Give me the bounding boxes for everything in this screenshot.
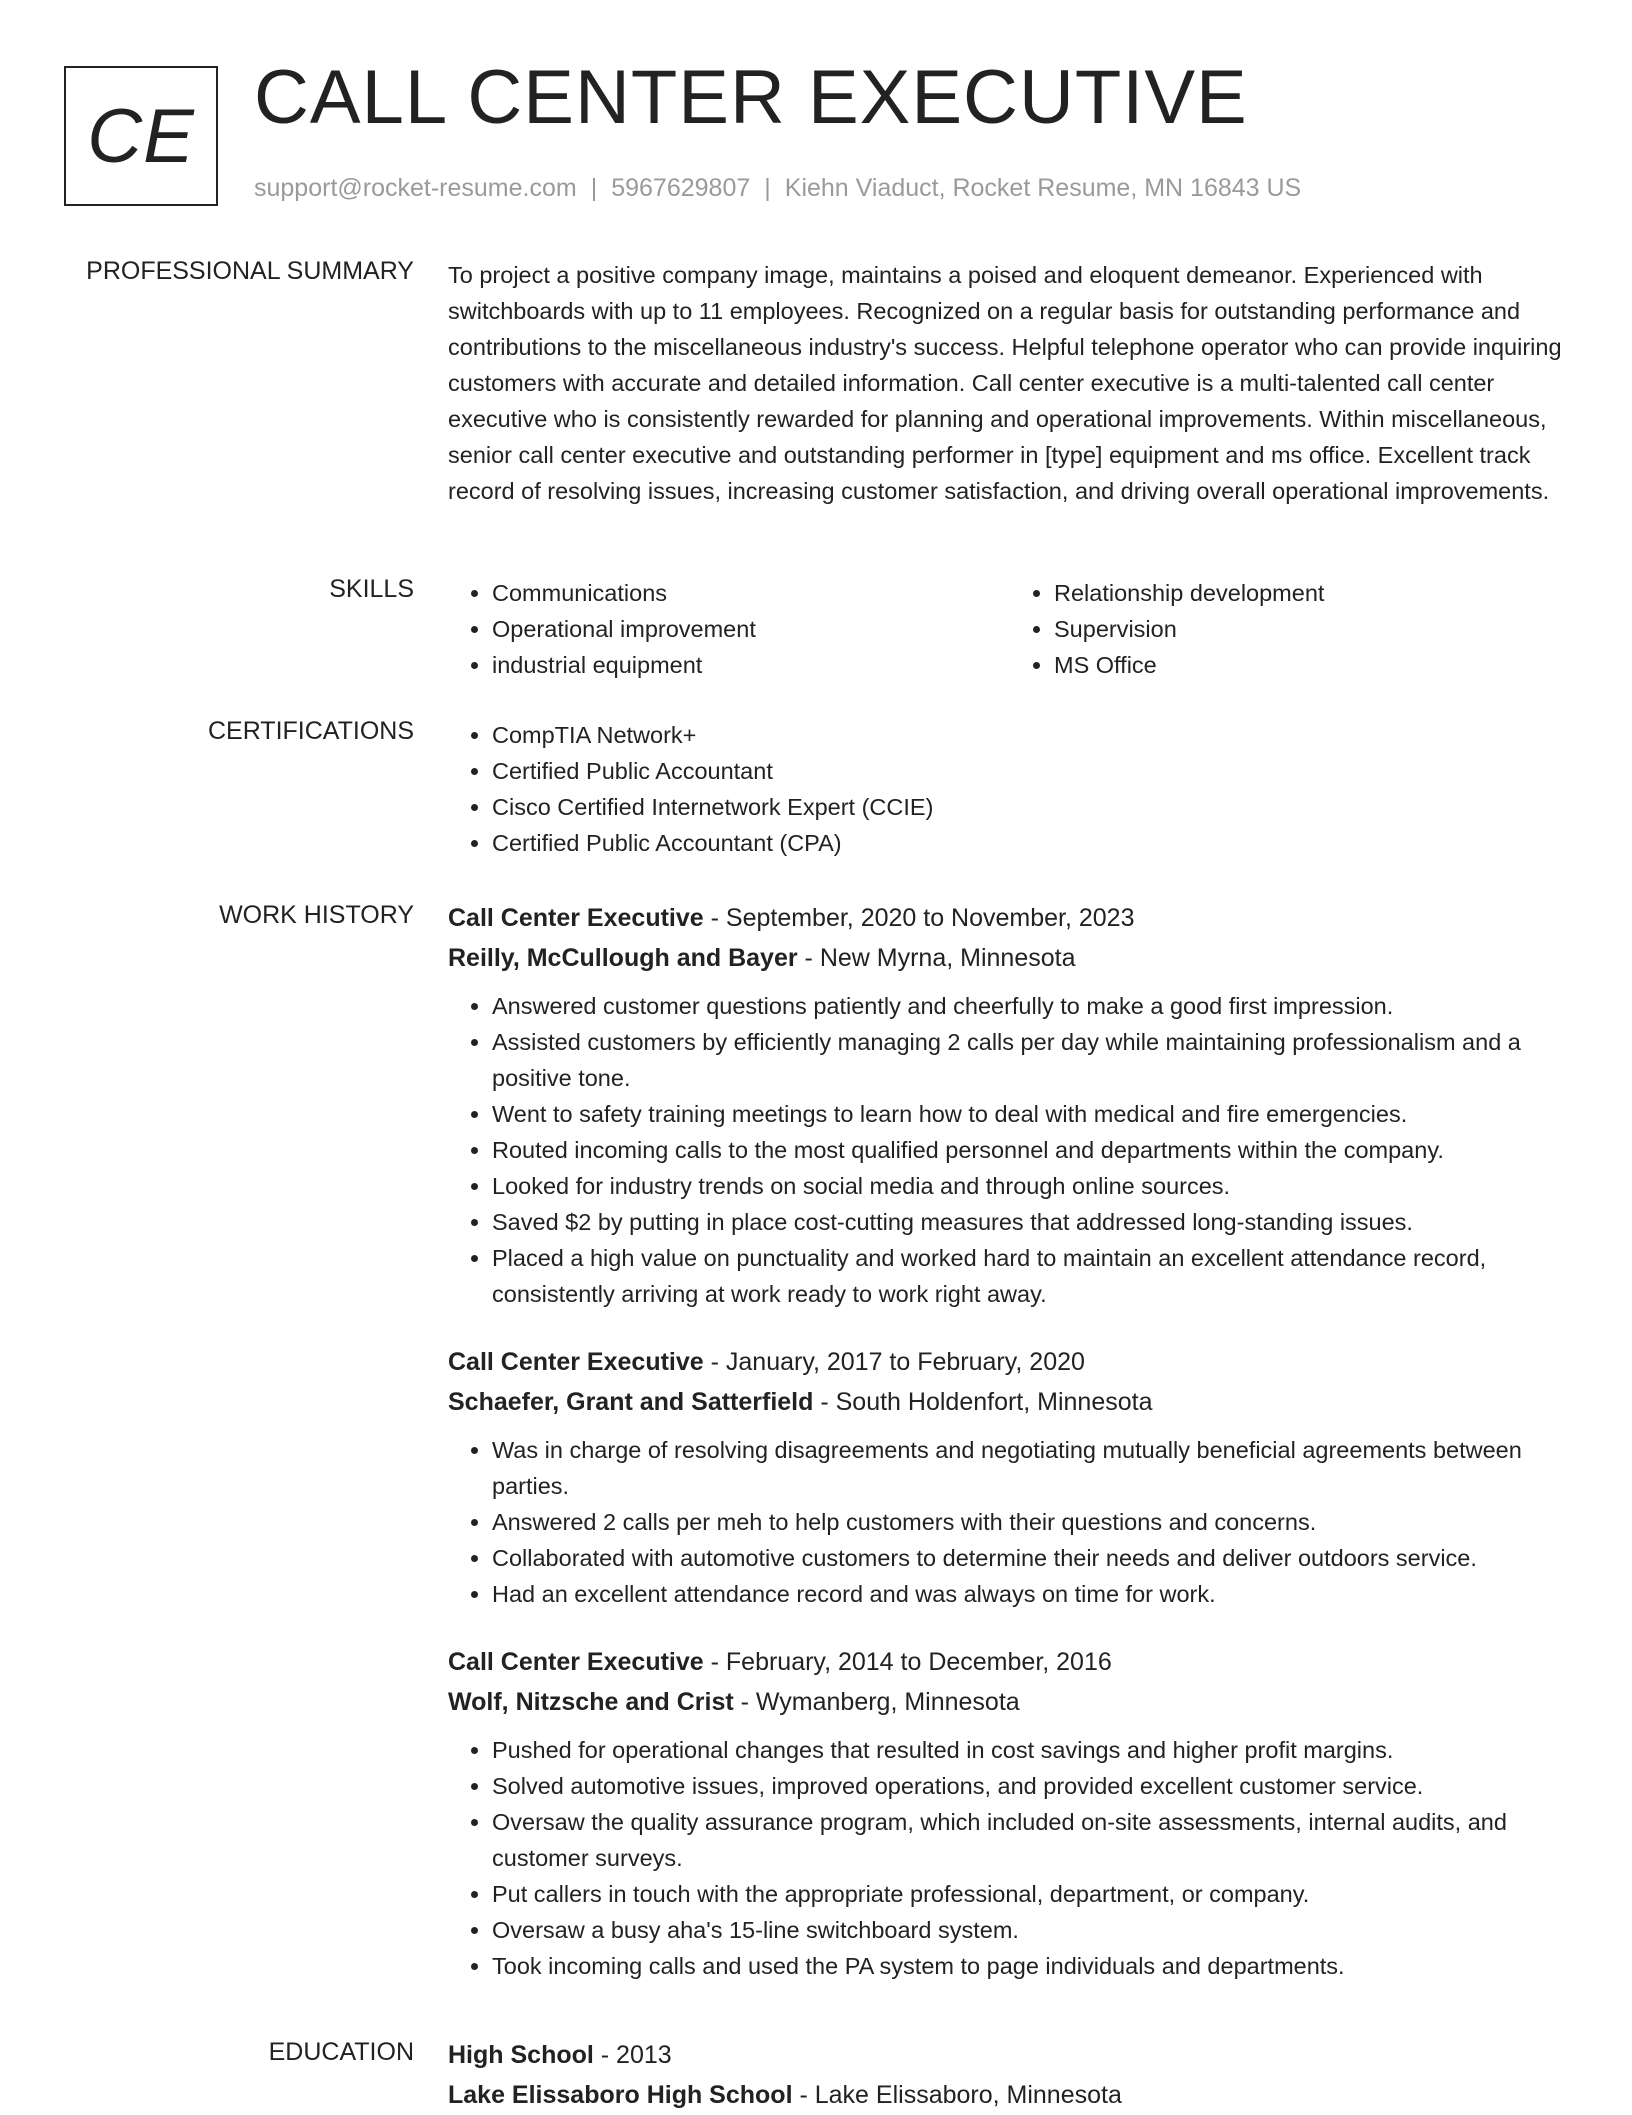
monogram-badge: CE	[64, 66, 218, 206]
job-company-line	[448, 1682, 1572, 1722]
job-bullet: • Was in charge of resolving disagreements and negotiating mutually beneficial agreements between parties.	[492, 1432, 1572, 1504]
skill-item: • Communications	[492, 575, 1010, 611]
section-label-education: EDUCATION	[268, 2038, 414, 2066]
job-title-line	[448, 1642, 1572, 1682]
job-bullets	[448, 1432, 1572, 1612]
job-title: Call Center Executive	[448, 1648, 704, 1676]
skills-grid	[448, 575, 1572, 683]
job-bullet: • Put callers in touch with the appropriate professional, department, or company.	[492, 1876, 1572, 1912]
section-label-summary: PROFESSIONAL SUMMARY	[86, 257, 414, 285]
summary-body	[448, 257, 1572, 509]
education-location: - Lake Elissaboro, Minnesota	[792, 2081, 1122, 2109]
job-company-line	[448, 938, 1572, 978]
job-bullet: • Solved automotive issues, improved operations, and provided excellent customer service.	[492, 1768, 1572, 1804]
education-degree: High School	[448, 2041, 594, 2069]
education-school: Lake Elissaboro High School	[448, 2081, 793, 2109]
job-entry	[448, 1342, 1572, 1612]
job-location: - Wymanberg, Minnesota	[733, 1688, 1020, 1716]
job-company-line	[448, 1382, 1572, 1422]
education-degree-line	[448, 2035, 1572, 2075]
job-entry	[448, 1642, 1572, 1984]
job-bullet: • Assisted customers by efficiently managing 2 calls per day while maintaining professionalism and a positive tone.	[492, 1024, 1572, 1096]
education-school-line	[448, 2075, 1572, 2115]
skill-item: • Operational improvement	[492, 611, 1010, 647]
page-title: CALL CENTER EXECUTIVE	[254, 55, 1248, 140]
summary-text: To project a positive company image, maintains a poised and eloquent demeanor. Experienced with switchboards with up to 11 employees. Recognized on a regular basis for outstanding performance and contributions to the miscellaneous industry's success. Helpful telephone operator who can provide inquiring customers with accurate and detailed information. Call center executive is a multi-talented call center executive who is consistently rewarded for planning and operational improvements. Within miscellaneous, senior call center executive and outstanding performer in [type] equipment and ms office. Excellent track record of resolving issues, increasing customer satisfaction, and driving overall operational improvements.	[448, 262, 1562, 504]
job-bullet: • Collaborated with automotive customers to determine their needs and deliver outdoors service.	[492, 1540, 1572, 1576]
skills-column-1	[448, 575, 1010, 683]
certification-item: • CompTIA Network+	[492, 717, 1572, 753]
job-dates: - September, 2020 to November, 2023	[703, 904, 1135, 932]
job-bullet: • Had an excellent attendance record and was always on time for work.	[492, 1576, 1572, 1612]
skill-item: • Supervision	[1054, 611, 1572, 647]
job-title: Call Center Executive	[448, 904, 704, 932]
job-dates: - January, 2017 to February, 2020	[703, 1348, 1085, 1376]
job-bullet: • Oversaw a busy aha's 15-line switchboard system.	[492, 1912, 1572, 1948]
skill-item: • MS Office	[1054, 647, 1572, 683]
job-dates: - February, 2014 to December, 2016	[703, 1648, 1112, 1676]
skill-item: • industrial equipment	[492, 647, 1010, 683]
education-body	[448, 2035, 1572, 2115]
job-bullets	[448, 1732, 1572, 1984]
address: Kiehn Viaduct, Rocket Resume, MN 16843 US	[784, 174, 1302, 202]
job-title-line	[448, 898, 1572, 938]
job-bullet: • Saved $2 by putting in place cost-cutting measures that addressed long-standing issues.	[492, 1204, 1572, 1240]
skill-item: • Relationship development	[1054, 575, 1572, 611]
job-location: - New Myrna, Minnesota	[797, 944, 1076, 972]
job-bullet: • Answered customer questions patiently and cheerfully to make a good first impression.	[492, 988, 1572, 1024]
job-entry	[448, 898, 1572, 1312]
education-year: - 2013	[593, 2041, 672, 2069]
job-company: Wolf, Nitzsche and Crist	[448, 1688, 734, 1716]
job-title: Call Center Executive	[448, 1348, 704, 1376]
job-bullet: • Answered 2 calls per meh to help customers with their questions and concerns.	[492, 1504, 1572, 1540]
job-location: - South Holdenfort, Minnesota	[813, 1388, 1153, 1416]
contact-separator: |	[590, 174, 598, 202]
contact-separator: |	[764, 174, 771, 202]
job-company: Schaefer, Grant and Satterfield	[448, 1388, 814, 1416]
certification-item: • Cisco Certified Internetwork Expert (CCIE)	[492, 789, 1572, 825]
job-bullet: • Looked for industry trends on social media and through online sources.	[492, 1168, 1572, 1204]
job-bullet: • Placed a high value on punctuality and worked hard to maintain an excellent attendance record, consistently arriving at work ready to work right away.	[492, 1240, 1572, 1312]
work-history-body	[448, 898, 1572, 2014]
job-bullet: • Pushed for operational changes that resulted in cost savings and higher profit margins.	[492, 1732, 1572, 1768]
certification-item: • Certified Public Accountant (CPA)	[492, 825, 1572, 861]
certification-item: • Certified Public Accountant	[492, 753, 1572, 789]
job-bullet: • Took incoming calls and used the PA system to page individuals and departments.	[492, 1948, 1572, 1984]
job-company: Reilly, McCullough and Bayer	[448, 944, 798, 972]
certifications-body	[448, 717, 1572, 861]
section-label-skills: SKILLS	[329, 575, 414, 603]
job-bullets	[448, 988, 1572, 1312]
certifications-list	[448, 717, 1572, 861]
skills-column-2	[1010, 575, 1572, 683]
job-title-line	[448, 1342, 1572, 1382]
email-link[interactable]: support@rocket-resume.com	[254, 174, 577, 202]
section-label-certifications: CERTIFICATIONS	[207, 717, 414, 745]
job-bullet: • Oversaw the quality assurance program, which included on-site assessments, internal audits, and customer surveys.	[492, 1804, 1572, 1876]
job-bullet: • Routed incoming calls to the most qualified personnel and departments within the company.	[492, 1132, 1572, 1168]
job-bullet: • Went to safety training meetings to learn how to deal with medical and fire emergencies.	[492, 1096, 1572, 1132]
section-label-work-history: WORK HISTORY	[219, 901, 414, 929]
contact-info	[254, 174, 1301, 203]
phone-number: 5967629807	[611, 174, 751, 202]
